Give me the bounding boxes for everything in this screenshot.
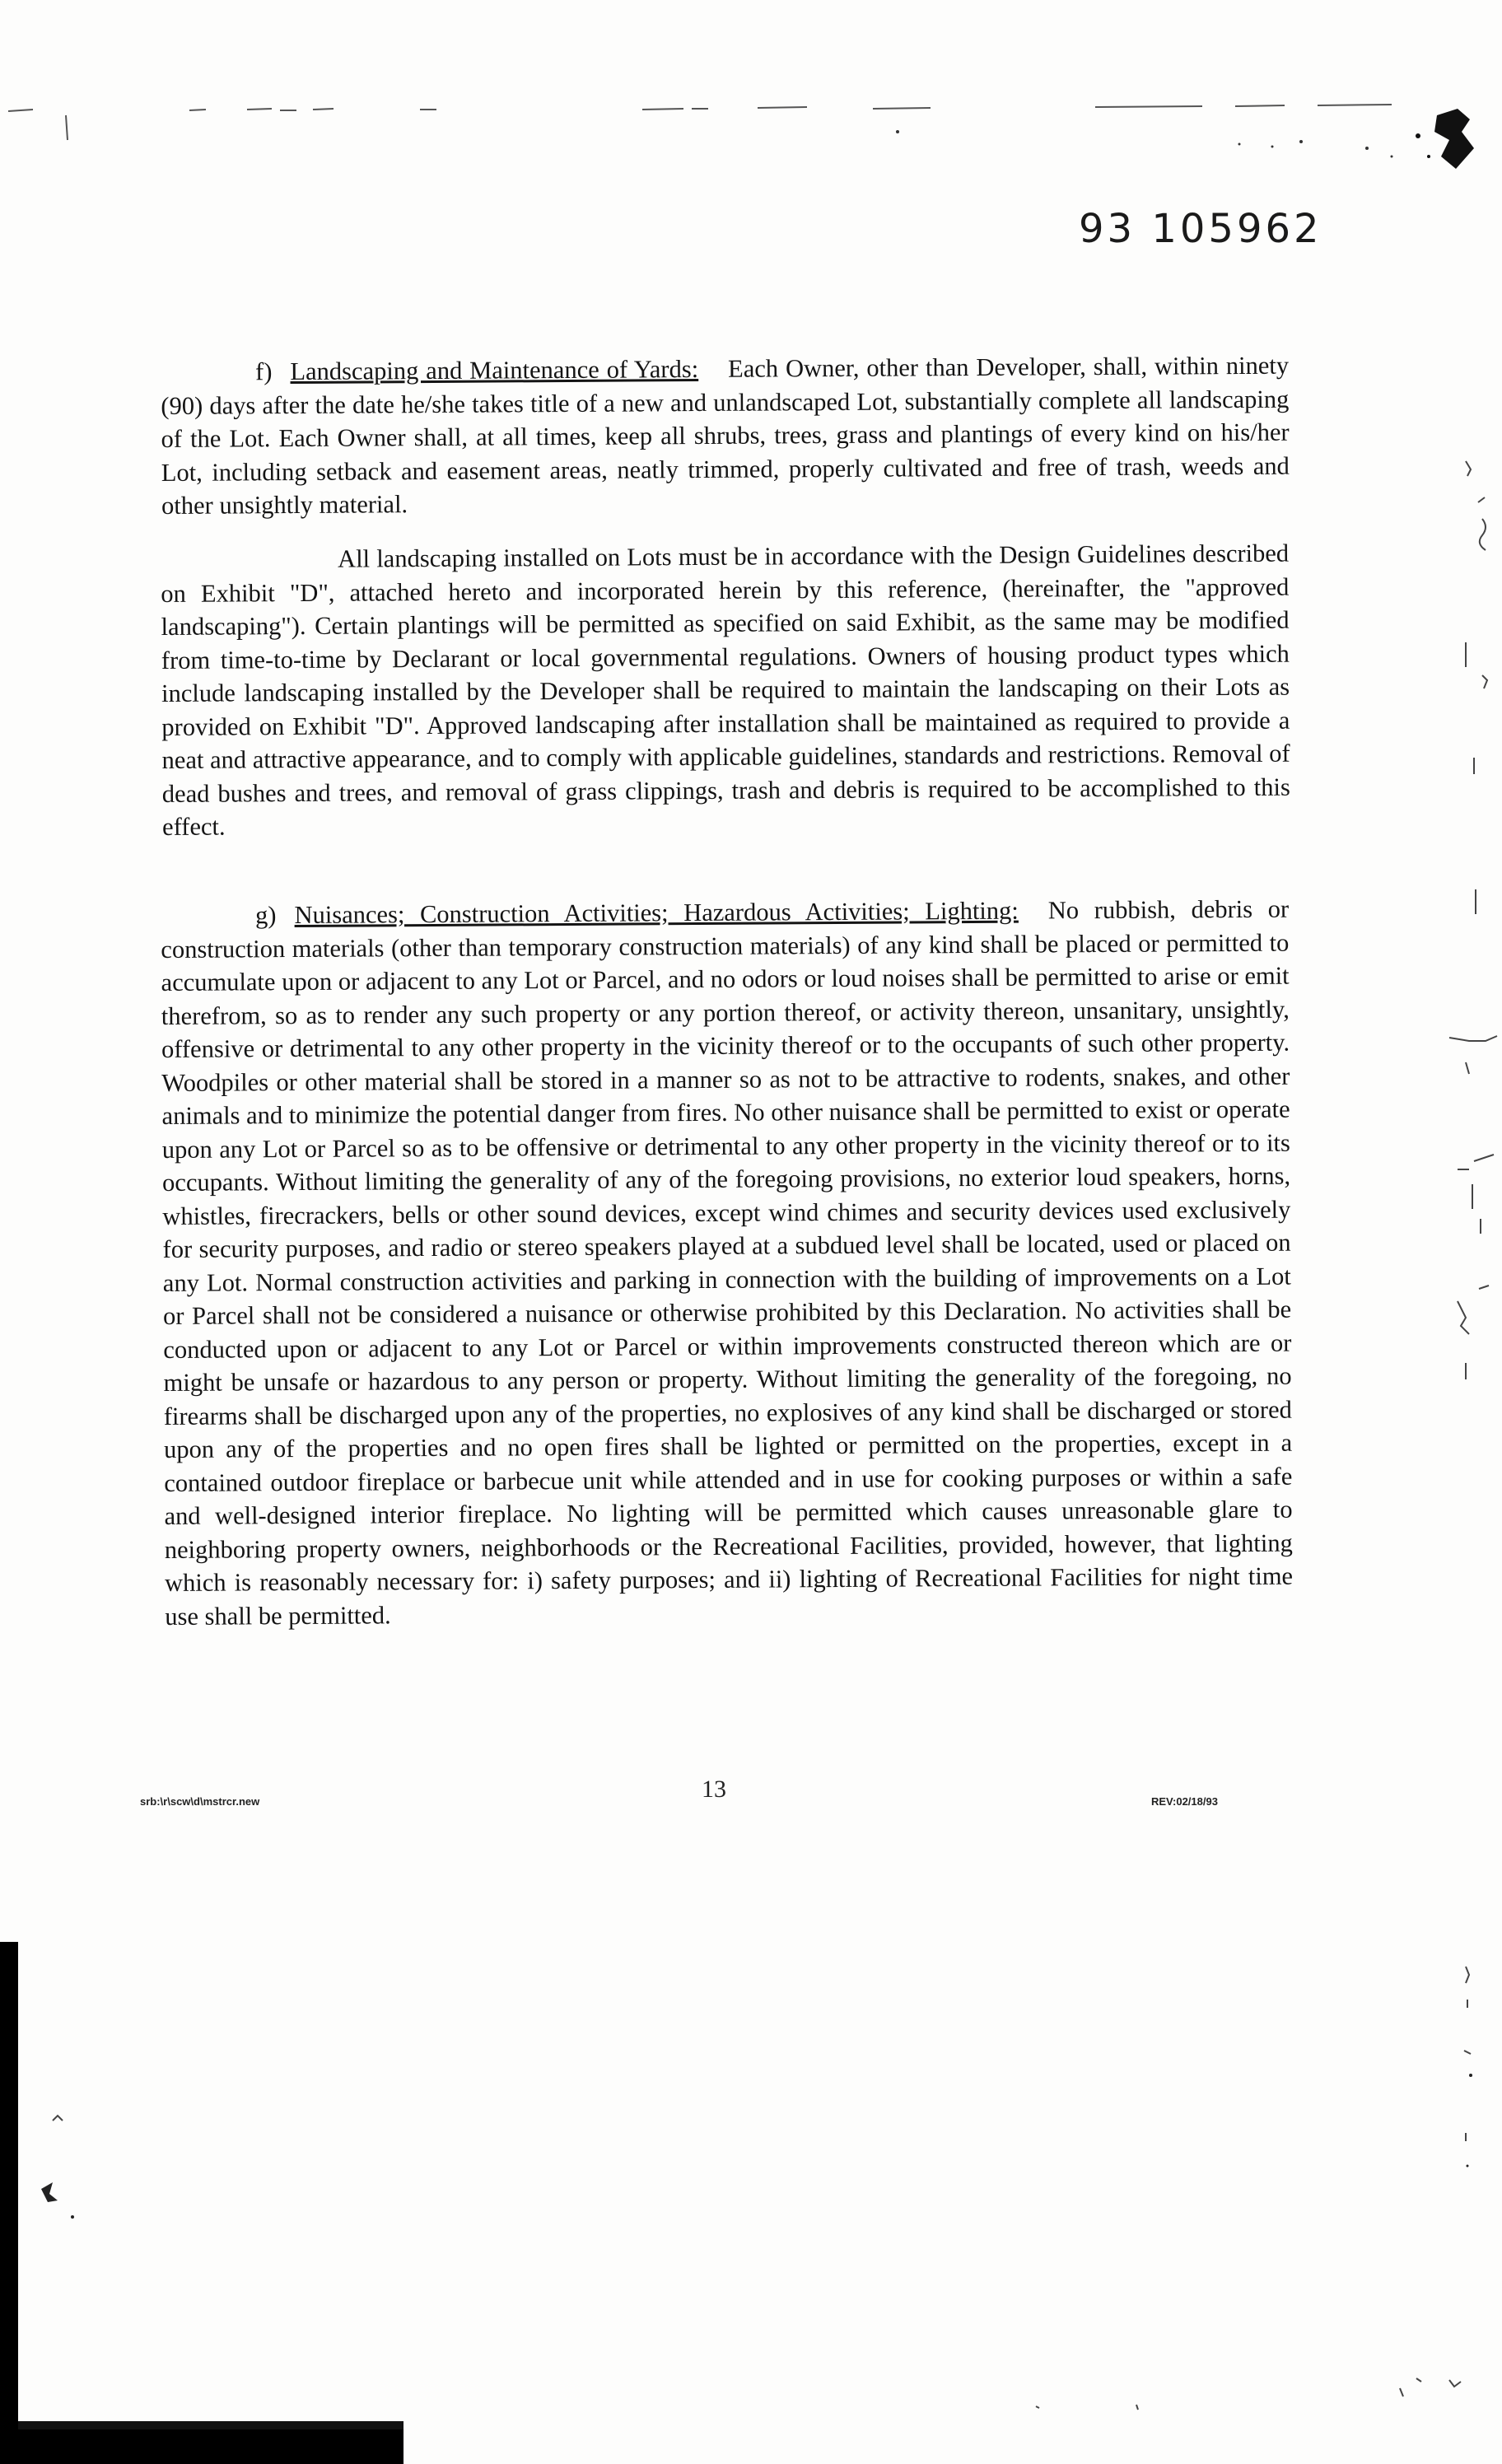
scan-noise-right: [1433, 428, 1502, 1664]
scan-noise-bottom: [0, 1894, 1502, 2464]
section-g-label: g): [255, 901, 277, 930]
footer-file-path: srb:\r\scw\d\mstrcr.new: [140, 1795, 260, 1808]
section-f-body-2: All landscaping installed on Lots must be in accordance with the Design Guidelines described on Exhibit "D", attached hereto and incorporated herein by this reference, (hereinafter, the "approved landscaping"). Certain plantings will be permitted as specified on said Exhibit, as the same may be modified from time-to-time by Declarant or local governmental regulations. Owners of housing product types which include landscaping installed by the Developer shall be required to maintain the landscaping on their Lots as provided on Exhibit "D". Approved landscaping after installation shall be maintained as required to provide a neat and attractive appearance, and to comply with applicable guidelines, standards and restrictions. Removal of dead bushes and trees, and removal of grass clippings, trash and debris is required to be accomplished to this effect.: [161, 539, 1290, 841]
section-g-body: No rubbish, debris or construction materials (other than temporary construction materials) of any kind shall be placed or permitted to accumulate upon or adjacent to any Lot or Parcel, and no odors or loud noises shall be permitted to arise or emit therefrom, so as to render any such property or any portion thereof, or activity thereon, unsanitary, unsightly, offensive or detrimental to any other property in the vicinity thereof or to the occupants of such other property. Woodpiles or other material shall be stored in a manner so as not to be attractive to rodents, snakes, and other animals and to minimize the potential danger from fires. No other nuisance shall be permitted to exist or operate upon any Lot or Parcel so as to be offensive or detrimental to any other property in the vicinity thereof or to its occupants. Without limiting the generality of any of the foregoing provisions, no exterior loud speakers, horns, whistles, firecrackers, bells or other sound devices, except wind chimes and security devices used exclusively for security purposes, and radio or stereo speakers played at a subdued level shall be located, used or placed on any Lot. Normal construction activities and parking in connection with the building of improvements on a Lot or Parcel shall not be considered a nuisance or otherwise prohibited by this Declaration. No activities shall be conducted upon or adjacent to any Lot or Parcel or within improvements constructed thereon which are or might be unsafe or hazardous to any person or property. Without limiting the generality of the foregoing, no firearms shall be discharged upon any of the properties, no explosives of any kind shall be discharged or stored upon any of the properties and no open fires shall be lighted or permitted on the properties, except in a contained outdoor fireplace or barbecue unit while attended and in use for cooking purposes or within a safe and well-designed interior fireplace. No lighting will be permitted which causes unreasonable glare to neighboring property owners, neighborhoods or the Recreational Facilities, provided, however, that lighting which is reasonably necessary for: i) safety purposes; and ii) lighting of Recreational Facilities for night time use shall be permitted.: [161, 894, 1294, 1631]
section-f-title: Landscaping and Maintenance of Yards:: [290, 355, 699, 386]
paragraph-indent: [161, 545, 338, 574]
revision-date: REV:02/18/93: [1151, 1795, 1218, 1808]
section-g-paragraph: [161, 893, 1293, 1633]
document-number: 93 105962: [1079, 206, 1322, 252]
section-f-body: Each Owner, other than Developer, shall, within ninety (90) days after the date he/she takes title of a new and unlandscaped Lot, substantially complete all landscaping of the Lot. Each Owner shall, at all times, keep all shrubs, trees, grass and plantings of every kind on his/her Lot, including setback and easement areas, neatly trimmed, properly cultivated and free of trash, weeds and other unsightly material.: [161, 351, 1290, 520]
section-f: [161, 349, 1290, 523]
scan-noise-top: [0, 0, 1502, 181]
section-f-label: f): [255, 357, 273, 386]
section-f-second-paragraph: [161, 537, 1290, 844]
section-f-paragraph-2: [161, 537, 1290, 844]
section-f-paragraph-1: [161, 349, 1290, 523]
section-g-title: Nuisances; Construction Activities; Hazardous Activities; Lighting:: [294, 896, 1019, 930]
section-g: [161, 893, 1293, 1633]
page-number: 13: [702, 1776, 726, 1803]
